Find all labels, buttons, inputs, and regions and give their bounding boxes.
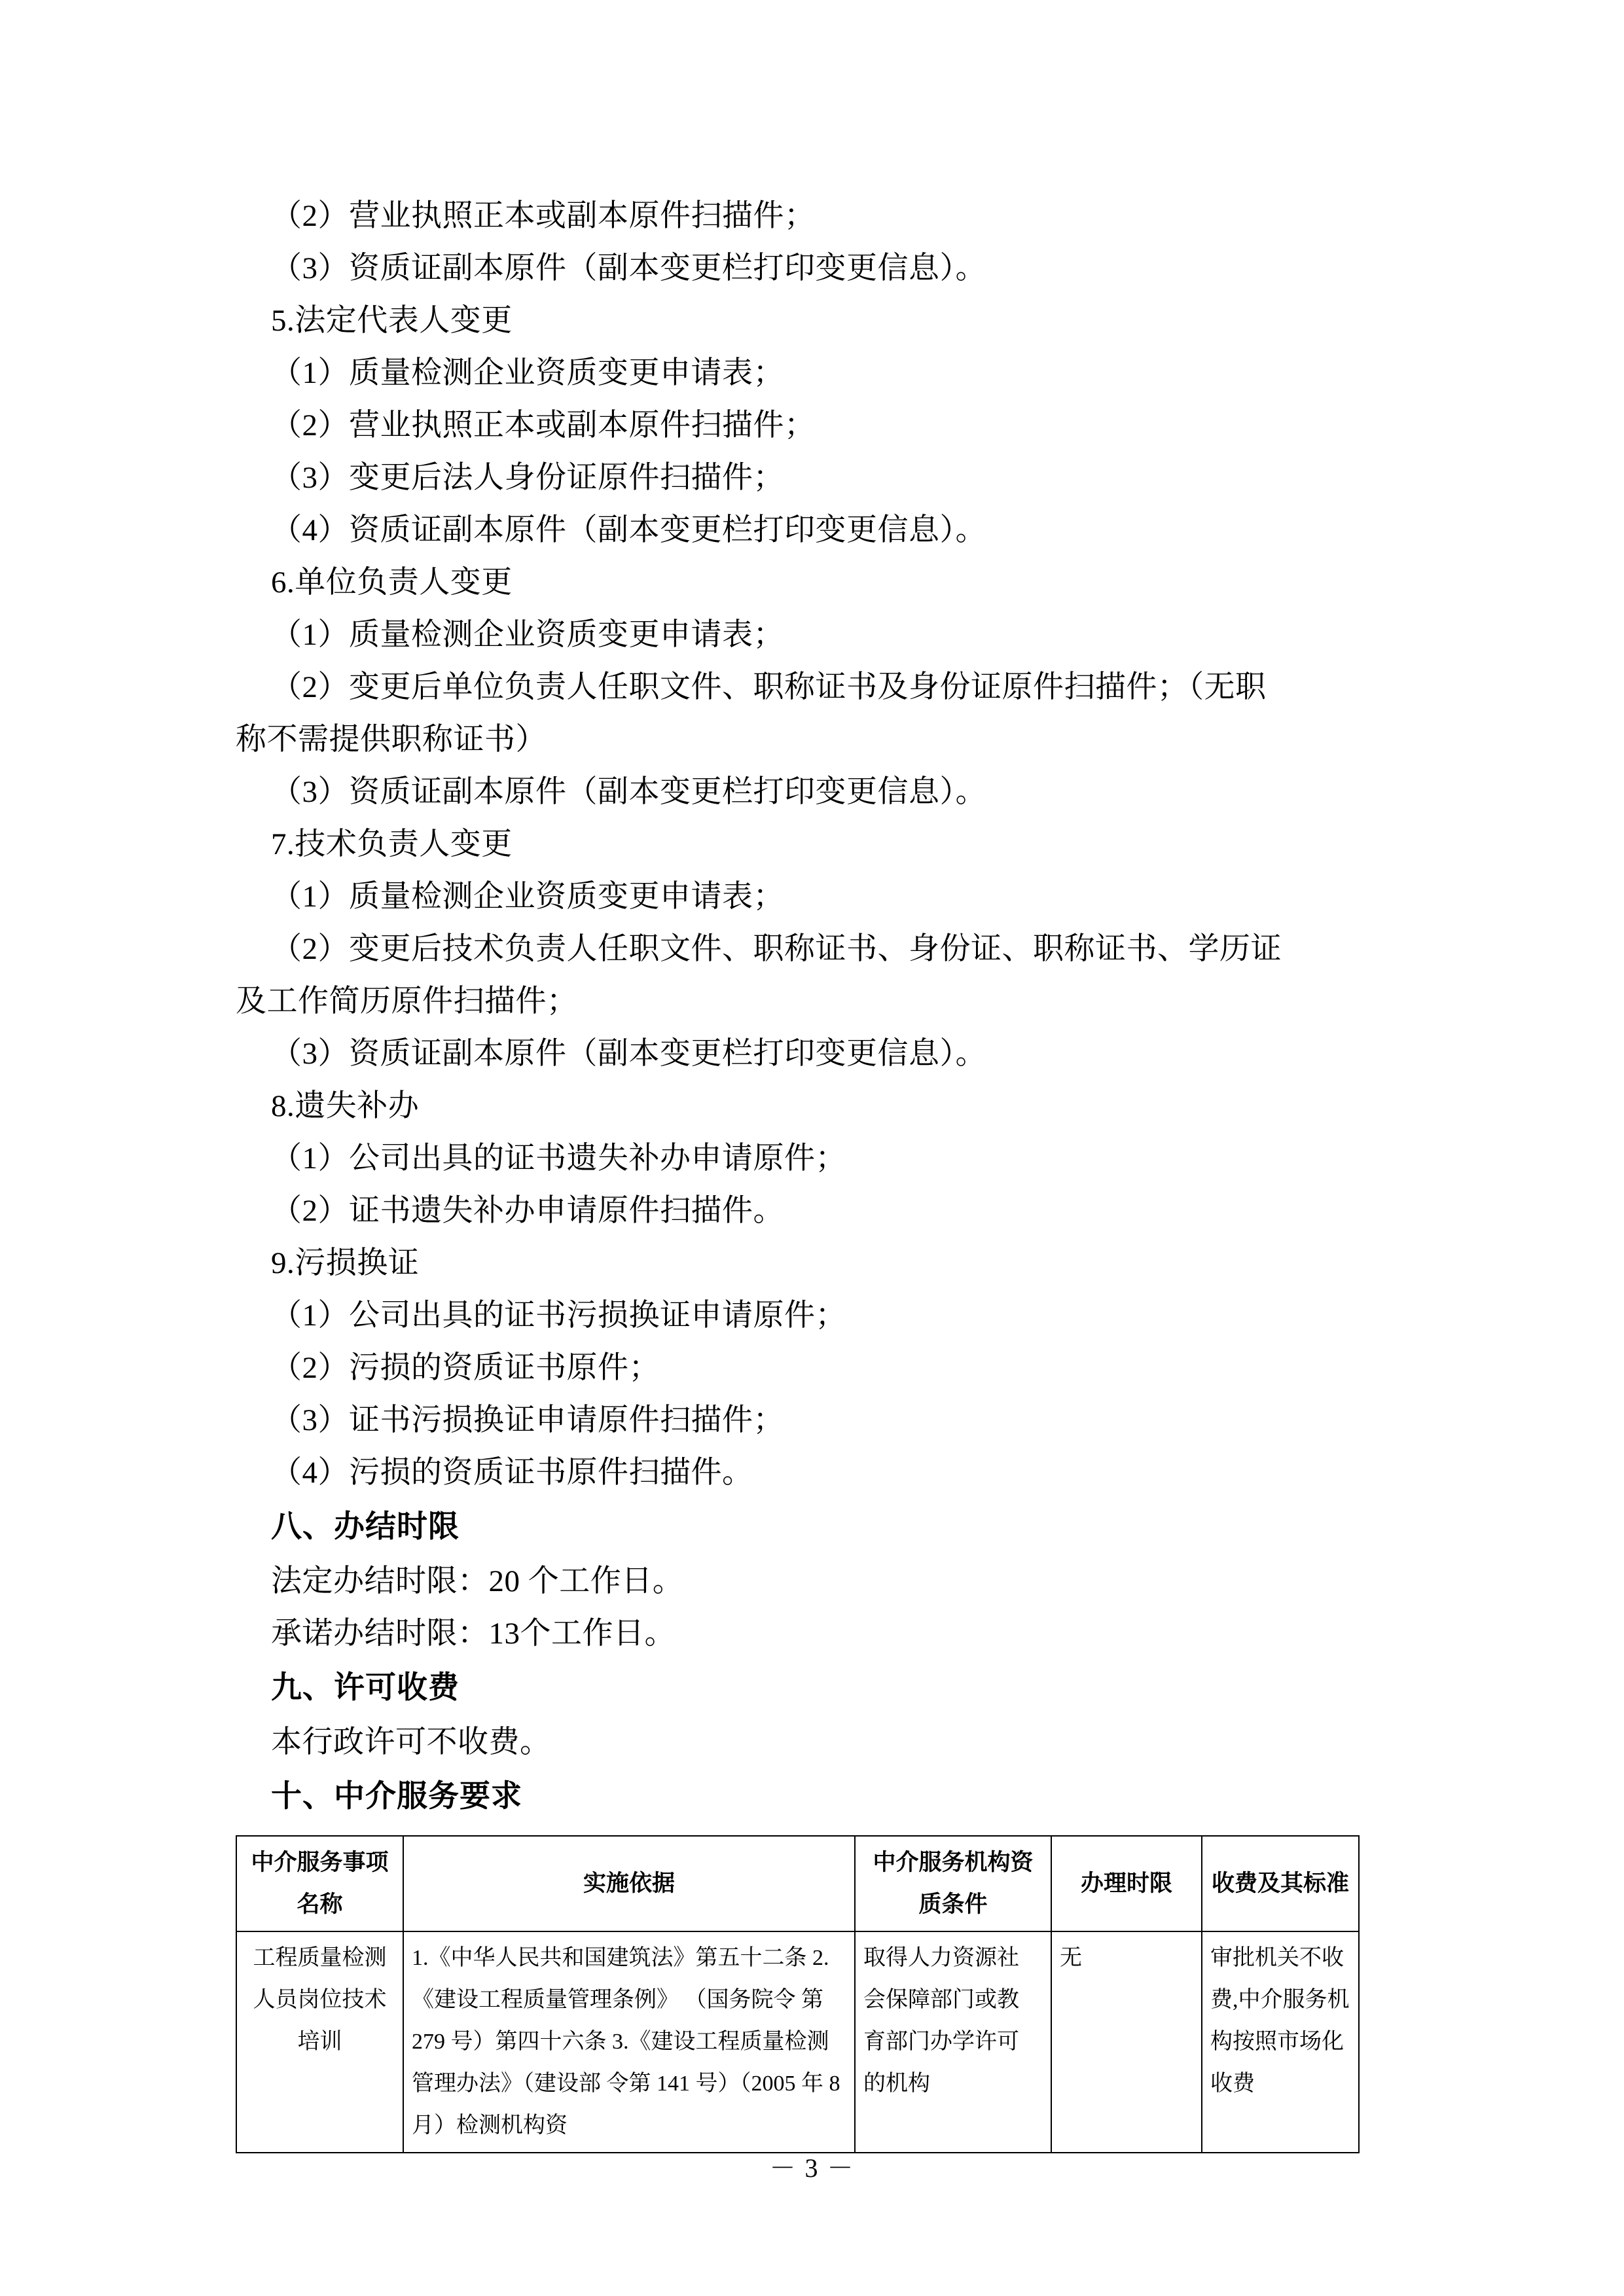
text-line: （2）污损的资质证书原件； xyxy=(271,1351,660,1385)
table-header-cell: 实施依据 xyxy=(403,1836,855,1931)
table-cell-basis: 1.《中华人民共和国建筑法》第五十二条 2.《建设工程质量管理条例》 （国务院令 第 279 号）第四十六条 3.《建设工程质量检测管理办法》（建设部 令第 141 号）（2005 年 8 月）检测机构资 xyxy=(403,1931,855,2153)
text-line: （1）公司出具的证书遗失补办申请原件； xyxy=(271,1141,846,1175)
table-header-row xyxy=(236,1836,1359,1931)
section-heading-fee: 九、许可收费 xyxy=(271,1670,460,1706)
table-cell-qualification: 取得人力资源社 会保障部门或教 育部门办学许可 的机构 xyxy=(855,1931,1051,2153)
text-line: （3）资质证副本原件（副本变更栏打印变更信息）。 xyxy=(271,775,986,809)
text-line: 称不需提供职称证书） xyxy=(236,723,547,757)
text-line: 8.遗失补办 xyxy=(271,1089,420,1123)
text-line: （4）污损的资质证书原件扫描件。 xyxy=(271,1456,753,1490)
text-line: 本行政许可不收费。 xyxy=(271,1725,551,1759)
table-cell-fee: 审批机关不收 费,中介服务机 构按照市场化 收费 xyxy=(1202,1931,1359,2153)
document-body xyxy=(236,190,1408,1825)
text-line: （3）资质证副本原件（副本变更栏打印变更信息）。 xyxy=(271,251,986,285)
text-line: （2）营业执照正本或副本原件扫描件； xyxy=(271,199,816,233)
text-line: （2）变更后技术负责人任职文件、职称证书、身份证、职称证书、学历证 xyxy=(271,932,1282,966)
text-line: （2）变更后单位负责人任职文件、职称证书及身份证原件扫描件；（无职 xyxy=(271,670,1267,704)
text-line: 6.单位负责人变更 xyxy=(271,565,513,600)
text-line: （1）公司出具的证书污损换证申请原件； xyxy=(271,1299,846,1333)
text-line: 及工作简历原件扫描件； xyxy=(236,984,578,1018)
text-line: 5.法定代表人变更 xyxy=(271,304,513,338)
section-heading-intermediary: 十、中介服务要求 xyxy=(271,1778,522,1814)
table-cell-service-name: 工程质量检测 人员岗位技术 培训 xyxy=(236,1931,403,2153)
text-line: （3）资质证副本原件（副本变更栏打印变更信息）。 xyxy=(271,1037,986,1071)
table-row xyxy=(236,1931,1359,2153)
text-line: （2）营业执照正本或副本原件扫描件； xyxy=(271,408,816,442)
text-line: 9.污损换证 xyxy=(271,1246,420,1280)
text-line: （3）变更后法人身份证原件扫描件； xyxy=(271,461,784,495)
section-heading-deadline: 八、办结时限 xyxy=(271,1509,460,1545)
table-header-cell: 中介服务事项 名称 xyxy=(236,1836,403,1931)
table-header-cell: 中介服务机构资 质条件 xyxy=(855,1836,1051,1931)
table-header-cell: 收费及其标准 xyxy=(1202,1836,1359,1931)
text-line: （1）质量检测企业资质变更申请表； xyxy=(271,356,784,390)
text-line: 法定办结时限：20 个工作日。 xyxy=(271,1564,684,1598)
intermediary-service-table xyxy=(236,1835,1360,2153)
text-line: （2）证书遗失补办申请原件扫描件。 xyxy=(271,1194,784,1228)
page-number: － 3 － xyxy=(769,2153,855,2183)
text-line: （3）证书污损换证申请原件扫描件； xyxy=(271,1403,784,1437)
text-line: （1）质量检测企业资质变更申请表； xyxy=(271,618,784,652)
text-line: （1）质量检测企业资质变更申请表； xyxy=(271,880,784,914)
text-line: （4）资质证副本原件（副本变更栏打印变更信息）。 xyxy=(271,513,986,547)
table-header-cell: 办理时限 xyxy=(1051,1836,1202,1931)
text-line: 7.技术负责人变更 xyxy=(271,827,513,861)
text-line: 承诺办结时限：13个工作日。 xyxy=(271,1617,676,1651)
table-cell-time-limit: 无 xyxy=(1051,1931,1202,2153)
